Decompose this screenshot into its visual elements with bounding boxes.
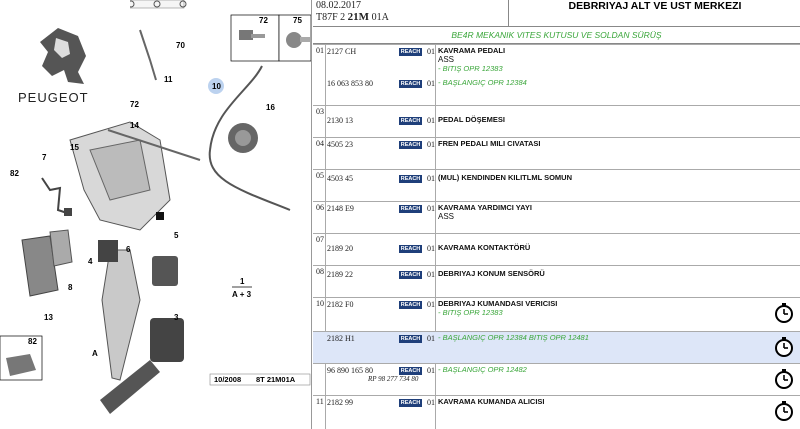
part-validity: - BITIŞ OPR 12383 xyxy=(438,308,503,317)
diagram-footer-date: 10/2008 xyxy=(214,375,242,384)
row-index: 05 xyxy=(316,171,324,180)
part-line xyxy=(313,46,800,73)
callout-14: 14 xyxy=(130,121,139,130)
header-date: 08.02.2017 xyxy=(316,0,361,11)
part-quantity: 01 xyxy=(427,334,435,343)
timer-icon[interactable] xyxy=(772,300,796,324)
part-line xyxy=(313,174,800,186)
part-quantity: 01 xyxy=(427,366,435,375)
part-reference[interactable]: 2127 CH xyxy=(327,47,357,56)
table-row[interactable] xyxy=(313,395,800,429)
part-reference[interactable]: 2130 13 xyxy=(327,116,353,125)
part-description xyxy=(438,78,768,87)
callout-15: 15 xyxy=(70,143,79,152)
reach-badge[interactable]: REACH xyxy=(400,176,421,182)
callout-75: 75 xyxy=(293,16,302,25)
part-quantity: 01 xyxy=(427,174,435,183)
part-description xyxy=(438,203,768,221)
timer-icon[interactable] xyxy=(772,366,796,390)
row-index: 01 xyxy=(316,46,324,55)
part-title: PEDAL DÖŞEMESI xyxy=(438,115,505,124)
part-reference[interactable]: 16 063 853 80 xyxy=(327,79,373,88)
reach-badge[interactable]: REACH xyxy=(400,302,421,308)
part-quantity: 01 xyxy=(427,140,435,149)
table-row[interactable] xyxy=(313,137,800,169)
reach-badge[interactable]: REACH xyxy=(400,246,421,252)
callout-72-box: 72 xyxy=(259,16,268,25)
part-quantity: 01 xyxy=(427,300,435,309)
part-reference[interactable]: 2182 99 xyxy=(327,398,353,407)
part-subtitle: ASS xyxy=(438,55,455,64)
table-row[interactable] xyxy=(313,331,800,363)
part-description xyxy=(438,299,768,317)
header-title: DEBRRIYAJ ALT VE UST MERKEZI xyxy=(508,0,800,26)
reach-badge[interactable]: REACH xyxy=(400,49,421,55)
part-description xyxy=(438,115,768,124)
callout-82-a: 82 xyxy=(10,169,19,178)
table-row[interactable] xyxy=(313,233,800,265)
part-description xyxy=(438,243,768,252)
table-row[interactable] xyxy=(313,169,800,201)
part-line xyxy=(313,299,800,317)
callout-7: 7 xyxy=(42,153,47,162)
part-title: KAVRAMA KUMANDA ALICISI xyxy=(438,397,545,406)
callout-10: 10 xyxy=(212,82,221,91)
part-line xyxy=(313,244,800,256)
part-quantity: 01 xyxy=(427,204,435,213)
part-quantity: 01 xyxy=(427,47,435,56)
part-line xyxy=(313,270,800,282)
row-index: 03 xyxy=(316,107,324,116)
table-row[interactable] xyxy=(313,105,800,137)
callout-4: 4 xyxy=(88,257,93,266)
diagram-footer-code: 8T 21M01A xyxy=(256,375,296,384)
part-description xyxy=(438,333,768,342)
row-index: 08 xyxy=(316,267,324,276)
part-reference[interactable]: 96 890 165 80 xyxy=(327,366,373,375)
header-code: T87F 2 21M 01A xyxy=(316,11,389,23)
part-reference[interactable]: 2148 E9 xyxy=(327,204,354,213)
part-description xyxy=(438,397,768,406)
part-title: FREN PEDALI MILI CIVATASI xyxy=(438,139,541,148)
callout-5: 5 xyxy=(174,231,179,240)
part-quantity: 01 xyxy=(427,270,435,279)
table-row[interactable] xyxy=(313,265,800,297)
reach-badge[interactable]: REACH xyxy=(400,368,421,374)
part-line xyxy=(313,334,800,346)
part-line xyxy=(313,398,800,410)
part-description xyxy=(438,365,768,374)
part-reference[interactable]: 2182 H1 xyxy=(327,334,355,343)
row-index: 11 xyxy=(316,397,324,406)
row-index: 04 xyxy=(316,139,324,148)
row-index: 06 xyxy=(316,203,324,212)
reach-badge[interactable]: REACH xyxy=(400,206,421,212)
callout-1: 1 xyxy=(240,277,245,286)
callout-8: 8 xyxy=(68,283,73,292)
part-title: KAVRAMA KONTAKTÖRÜ xyxy=(438,243,531,252)
part-reference[interactable]: 2189 22 xyxy=(327,270,353,279)
reach-badge[interactable]: REACH xyxy=(400,272,421,278)
callout-a: A xyxy=(92,349,98,358)
table-row[interactable] xyxy=(313,201,800,233)
reach-badge[interactable]: REACH xyxy=(400,118,421,124)
part-line xyxy=(313,140,800,152)
callout-a-3: A + 3 xyxy=(232,290,252,299)
part-reference[interactable]: 4505 23 xyxy=(327,140,353,149)
part-quantity: 01 xyxy=(427,398,435,407)
table-row[interactable] xyxy=(313,44,800,105)
callout-6: 6 xyxy=(126,245,131,254)
reach-badge[interactable]: REACH xyxy=(400,81,421,87)
callout-16: 16 xyxy=(266,103,275,112)
table-row[interactable] xyxy=(313,297,800,331)
part-description xyxy=(438,46,768,73)
replacement-reference[interactable]: RP 98 277 734 80 xyxy=(368,375,419,383)
pedal-assembly-drawing xyxy=(0,0,311,429)
table-row[interactable] xyxy=(313,363,800,395)
callout-11: 11 xyxy=(164,75,173,84)
part-title: KAVRAMA YARDIMCI YAYI xyxy=(438,203,532,212)
part-line xyxy=(313,203,800,221)
part-description xyxy=(438,173,768,182)
reach-badge[interactable]: REACH xyxy=(400,336,421,342)
part-reference[interactable]: 2182 F0 xyxy=(327,300,354,309)
part-reference[interactable]: 4503 45 xyxy=(327,174,353,183)
part-title: (MUL) KENDINDEN KILITLML SOMUN xyxy=(438,173,573,182)
part-line xyxy=(313,116,800,128)
part-description xyxy=(438,139,768,148)
row-index: 10 xyxy=(316,299,324,308)
part-quantity: 01 xyxy=(427,244,435,253)
part-description xyxy=(438,269,768,278)
row-index: 07 xyxy=(316,235,324,244)
part-line xyxy=(313,365,800,383)
part-reference[interactable]: 2189 20 xyxy=(327,244,353,253)
part-title: DEBRIYAJ KUMANDASI VERICISI xyxy=(438,299,558,308)
callout-3: 3 xyxy=(174,313,179,322)
subheader: BE4R MEKANIK VITES KUTUSU VE SOLDAN SÜRÜŞ xyxy=(313,27,800,44)
part-quantity: 01 xyxy=(427,79,435,88)
callout-70: 70 xyxy=(176,41,185,50)
callout-72: 72 xyxy=(130,100,139,109)
part-quantity: 01 xyxy=(427,116,435,125)
timer-icon[interactable] xyxy=(772,334,796,358)
part-subtitle: ASS xyxy=(438,212,455,221)
part-validity: - BAŞLANGIÇ OPR 12482 xyxy=(438,365,527,374)
brand-name: PEUGEOT xyxy=(18,90,89,105)
parts-diagram xyxy=(0,0,312,429)
part-title: KAVRAMA PEDALI xyxy=(438,46,506,55)
timer-icon[interactable] xyxy=(772,398,796,422)
part-title: DEBRIYAJ KONUM SENSÖRÜ xyxy=(438,269,545,278)
part-validity: - BAŞLANGIÇ OPR 12384 xyxy=(438,78,527,87)
callout-82-b: 82 xyxy=(28,337,37,346)
parts-header xyxy=(313,0,800,27)
part-line xyxy=(313,79,800,91)
callout-13: 13 xyxy=(44,313,53,322)
parts-list-panel xyxy=(313,0,800,429)
part-validity: - BAŞLANGIÇ OPR 12384 BITIŞ OPR 12481 xyxy=(438,333,589,342)
reach-badge[interactable]: REACH xyxy=(400,142,421,148)
part-validity: - BITIŞ OPR 12383 xyxy=(438,64,503,73)
reach-badge[interactable]: REACH xyxy=(400,400,421,406)
